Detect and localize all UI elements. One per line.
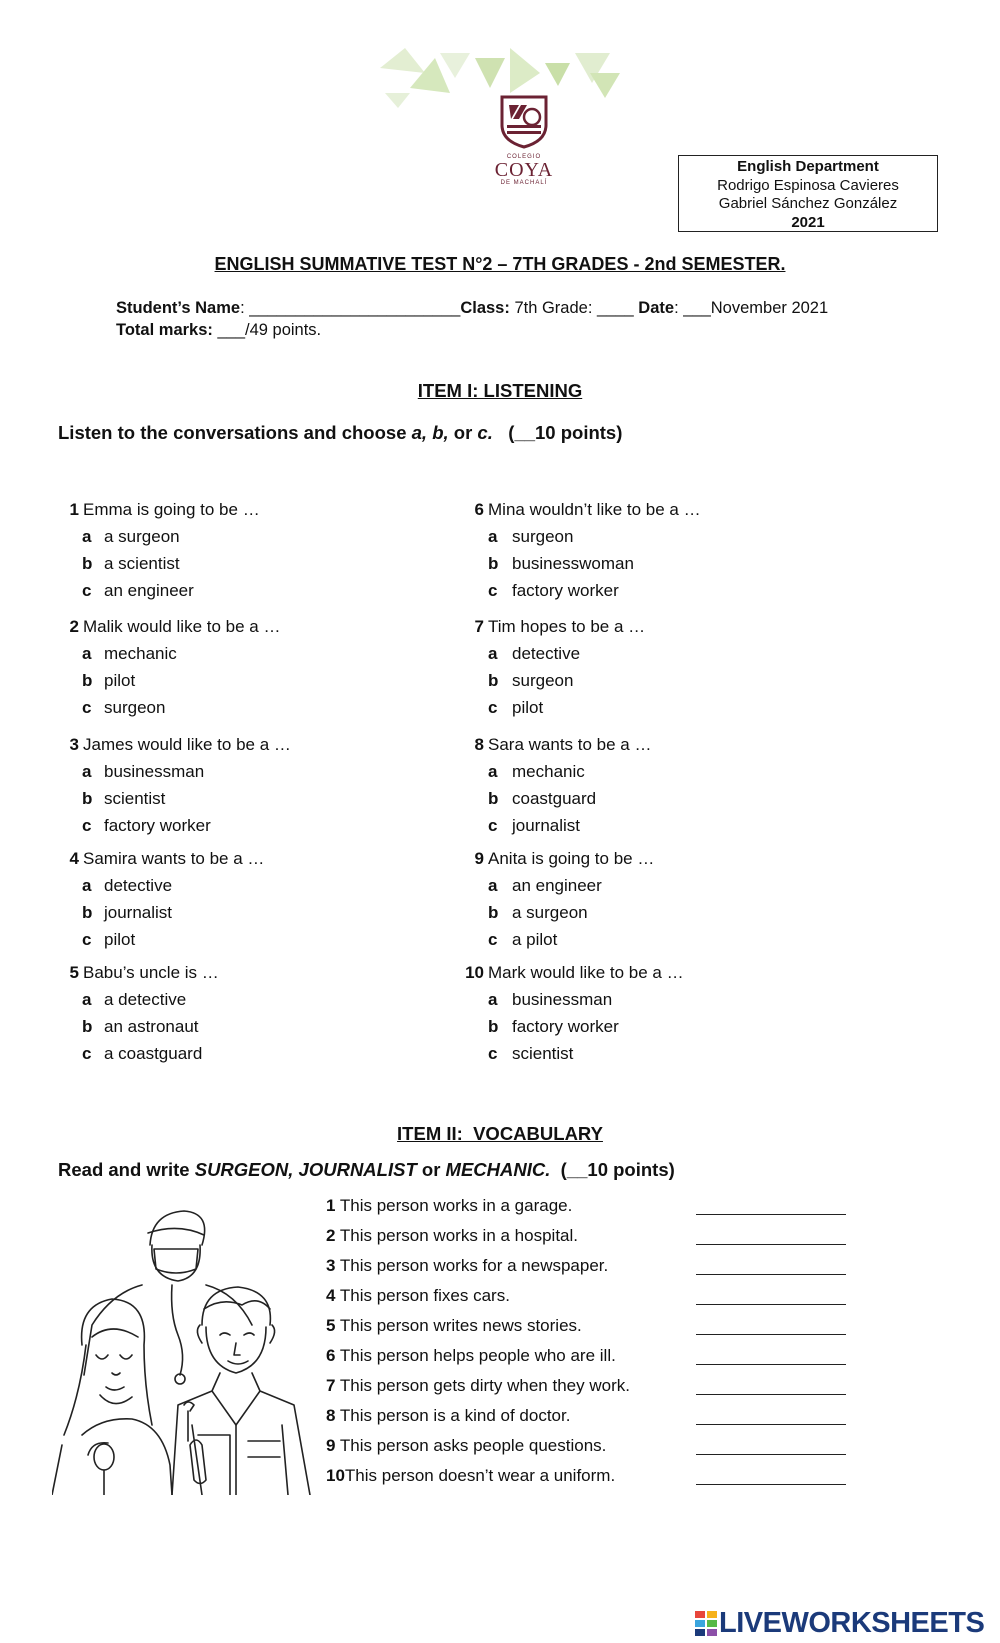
- option-letter: b: [82, 903, 93, 922]
- vocab-text: This person works in a hospital.: [335, 1226, 578, 1245]
- option-b[interactable]: [451, 550, 701, 577]
- option-text: pilot: [512, 698, 544, 717]
- option-text: detective: [104, 876, 173, 895]
- date-label: Date: [638, 299, 675, 317]
- option-letter: b: [488, 554, 499, 573]
- question-stem: Sara wants to be a …: [488, 735, 652, 754]
- option-text: surgeon: [512, 671, 574, 690]
- option-a[interactable]: [55, 640, 280, 667]
- option-a[interactable]: [451, 523, 701, 550]
- instr-option-c: c.: [477, 422, 493, 443]
- vocab-item-7: [326, 1374, 846, 1404]
- question-8: [451, 731, 651, 839]
- option-letter: c: [82, 698, 92, 717]
- vocab-item-5: [326, 1314, 846, 1344]
- school-logo: [478, 95, 570, 186]
- vocab-number: 9: [326, 1436, 336, 1455]
- item-1-title: [0, 380, 1000, 402]
- answer-blank[interactable]: [696, 1364, 846, 1365]
- vocab-text: This person fixes cars.: [335, 1286, 510, 1305]
- question-stem: Samira wants to be a …: [83, 849, 265, 868]
- item-2-title: [0, 1123, 1000, 1145]
- dept-line-2: Rodrigo Espinosa Cavieres: [717, 176, 899, 194]
- option-letter: c: [82, 816, 92, 835]
- vocab-text: This person works in a garage.: [335, 1196, 573, 1215]
- option-b[interactable]: [55, 550, 260, 577]
- option-letter: a: [82, 990, 92, 1009]
- option-c[interactable]: [55, 577, 260, 604]
- option-b[interactable]: [55, 785, 291, 812]
- option-b[interactable]: [451, 1013, 684, 1040]
- question-10: [451, 959, 684, 1067]
- option-c[interactable]: [55, 926, 264, 953]
- student-name-label: Student’s Name: [116, 299, 241, 317]
- instr-or: or: [416, 1159, 446, 1180]
- option-letter: b: [488, 903, 499, 922]
- option-c[interactable]: [451, 694, 645, 721]
- test-title-text: ENGLISH SUMMATIVE TEST N°2 – 7TH GRADES - 2nd SEMESTER.: [214, 254, 786, 274]
- question-3: [55, 731, 291, 839]
- liveworksheets-logo[interactable]: [695, 1607, 984, 1640]
- question-stem: Emma is going to be …: [83, 500, 260, 519]
- vocab-text: This person is a kind of doctor.: [335, 1406, 571, 1425]
- vocab-number: 3: [326, 1256, 336, 1275]
- vocab-item-3: [326, 1254, 846, 1284]
- answer-blank[interactable]: [696, 1454, 846, 1455]
- question-number: 3: [69, 735, 79, 754]
- vocab-item-1: [326, 1194, 846, 1224]
- question-2: [55, 613, 280, 721]
- option-letter: a: [82, 762, 92, 781]
- instr-text: Read and write: [58, 1159, 195, 1180]
- instr-words: SURGEON, JOURNALIST: [194, 1159, 417, 1180]
- date-field[interactable]: : ___November 2021: [674, 299, 829, 317]
- option-text: mechanic: [104, 644, 177, 663]
- vocab-number: 7: [326, 1376, 336, 1395]
- department-box: [678, 155, 938, 232]
- option-letter: a: [82, 876, 92, 895]
- option-c[interactable]: [55, 694, 280, 721]
- option-letter: c: [488, 581, 498, 600]
- question-stem: Babu’s uncle is …: [83, 963, 219, 982]
- option-letter: c: [82, 930, 92, 949]
- option-letter: a: [488, 644, 498, 663]
- option-letter: c: [488, 930, 498, 949]
- option-a[interactable]: [55, 872, 264, 899]
- student-info-line: [116, 299, 828, 318]
- option-a[interactable]: [55, 523, 260, 550]
- option-letter: c: [488, 1044, 498, 1063]
- question-6: [451, 496, 701, 604]
- option-text: surgeon: [104, 698, 166, 717]
- option-text: a surgeon: [104, 527, 180, 546]
- item-2-title-text: ITEM II: VOCABULARY: [397, 1123, 603, 1144]
- option-text: scientist: [512, 1044, 574, 1063]
- option-text: a pilot: [512, 930, 558, 949]
- logo-sub-text: DE MACHALÍ: [500, 180, 548, 186]
- vocab-item-10: [326, 1464, 846, 1494]
- question-number: 7: [474, 617, 484, 636]
- option-text: pilot: [104, 671, 136, 690]
- option-b[interactable]: [55, 667, 280, 694]
- answer-blank[interactable]: [696, 1334, 846, 1335]
- question-5: [55, 959, 219, 1067]
- question-number: 5: [69, 963, 79, 982]
- option-text: an engineer: [104, 581, 194, 600]
- option-letter: a: [82, 644, 92, 663]
- dept-line-3: Gabriel Sánchez González: [718, 195, 898, 212]
- option-text: a scientist: [104, 554, 180, 573]
- liveworksheets-icon: [695, 1611, 719, 1637]
- question-stem: Anita is going to be …: [488, 849, 655, 868]
- option-letter: b: [82, 1017, 93, 1036]
- vocab-text: This person helps people who are ill.: [335, 1346, 616, 1365]
- option-text: an astronaut: [104, 1017, 199, 1036]
- answer-blank[interactable]: [696, 1394, 846, 1395]
- question-1: [55, 496, 260, 604]
- option-letter: b: [488, 789, 499, 808]
- vocab-number: 2: [326, 1226, 336, 1245]
- option-text: pilot: [104, 930, 136, 949]
- answer-blank[interactable]: [696, 1244, 846, 1245]
- option-a[interactable]: [55, 986, 219, 1013]
- total-marks-label: Total marks:: [116, 321, 213, 339]
- vocab-item-6: [326, 1344, 846, 1374]
- instr-last-word: MECHANIC.: [445, 1159, 551, 1180]
- answer-blank[interactable]: [696, 1484, 846, 1485]
- option-b[interactable]: [451, 899, 654, 926]
- shield-icon: [499, 95, 549, 149]
- vocab-number: 6: [326, 1346, 336, 1365]
- option-text: a detective: [104, 990, 187, 1009]
- professions-illustration: [52, 1205, 312, 1495]
- option-c[interactable]: [451, 1040, 684, 1067]
- option-letter: c: [488, 698, 498, 717]
- option-b[interactable]: [451, 785, 651, 812]
- instr-points: (__10 points): [550, 1159, 675, 1180]
- option-letter: b: [488, 1017, 499, 1036]
- question-9: [451, 845, 654, 953]
- option-letter: c: [488, 816, 498, 835]
- option-letter: a: [82, 527, 92, 546]
- option-letter: b: [488, 671, 499, 690]
- instr-or: or: [448, 422, 478, 443]
- dept-line-4: 2021: [791, 213, 825, 231]
- option-text: journalist: [104, 903, 173, 922]
- vocab-text: This person gets dirty when they work.: [335, 1376, 630, 1395]
- liveworksheets-brand: LIVEWORKSHEETS: [719, 1607, 985, 1639]
- option-a[interactable]: [55, 758, 291, 785]
- vocab-text: This person doesn’t wear a uniform.: [344, 1466, 616, 1485]
- vocab-text: This person asks people questions.: [335, 1436, 607, 1455]
- option-text: coastguard: [512, 789, 597, 808]
- option-text: an engineer: [512, 876, 602, 895]
- question-number: 9: [474, 849, 484, 868]
- vocab-item-4: [326, 1284, 846, 1314]
- vocab-number: 4: [326, 1286, 336, 1305]
- option-text: scientist: [104, 789, 166, 808]
- option-c[interactable]: [451, 577, 701, 604]
- option-letter: c: [82, 581, 92, 600]
- option-c[interactable]: [451, 926, 654, 953]
- option-letter: a: [488, 876, 498, 895]
- vocab-text: This person writes news stories.: [335, 1316, 582, 1335]
- class-field[interactable]: 7th Grade: ____: [509, 299, 639, 317]
- test-title: [0, 254, 1000, 275]
- vocab-item-2: [326, 1224, 846, 1254]
- option-a[interactable]: [451, 986, 684, 1013]
- class-label: Class:: [460, 299, 510, 317]
- option-text: journalist: [512, 816, 581, 835]
- instr-options: a, b,: [411, 422, 449, 443]
- dept-line-1: English Department: [737, 158, 879, 175]
- question-number: 4: [69, 849, 79, 868]
- item-1-title-text: ITEM I: LISTENING: [417, 380, 583, 401]
- option-text: businessman: [512, 990, 613, 1009]
- option-text: businesswoman: [512, 554, 634, 573]
- vocab-number: 8: [326, 1406, 336, 1425]
- item-2-instructions: [58, 1159, 675, 1181]
- option-b[interactable]: [55, 1013, 219, 1040]
- option-text: factory worker: [104, 816, 211, 835]
- question-stem: Tim hopes to be a …: [488, 617, 646, 636]
- option-letter: b: [82, 554, 93, 573]
- option-letter: c: [82, 1044, 92, 1063]
- option-letter: b: [82, 789, 93, 808]
- instr-points: (__10 points): [492, 422, 623, 443]
- option-a[interactable]: [451, 758, 651, 785]
- answer-blank[interactable]: [696, 1274, 846, 1275]
- option-a[interactable]: [451, 872, 654, 899]
- vocab-item-8: [326, 1404, 846, 1434]
- option-c[interactable]: [451, 812, 651, 839]
- option-letter: a: [488, 527, 498, 546]
- option-text: businessman: [104, 762, 205, 781]
- option-text: a surgeon: [512, 903, 588, 922]
- option-text: surgeon: [512, 527, 574, 546]
- question-number: 6: [474, 500, 484, 519]
- answer-blank[interactable]: [696, 1214, 846, 1215]
- option-a[interactable]: [451, 640, 645, 667]
- question-stem: James would like to be a …: [83, 735, 291, 754]
- option-letter: b: [82, 671, 93, 690]
- question-stem: Mark would like to be a …: [488, 963, 684, 982]
- vocab-text: This person works for a newspaper.: [335, 1256, 609, 1275]
- instr-text: Listen to the conversations and choose: [58, 422, 412, 443]
- vocab-number: 5: [326, 1316, 336, 1335]
- question-number: 10: [465, 963, 484, 982]
- logo-school-name: COYA: [494, 159, 554, 181]
- logo-small-text: COLEGIO: [506, 154, 542, 160]
- student-name-field[interactable]: : _______________________: [240, 299, 461, 317]
- option-letter: a: [488, 762, 498, 781]
- option-text: mechanic: [512, 762, 585, 781]
- item-1-instructions: [58, 422, 622, 444]
- question-stem: Mina wouldn’t like to be a …: [488, 500, 701, 519]
- vocab-number: 1: [326, 1196, 336, 1215]
- question-number: 1: [69, 500, 79, 519]
- option-text: factory worker: [512, 581, 619, 600]
- option-text: factory worker: [512, 1017, 619, 1036]
- option-letter: a: [488, 990, 498, 1009]
- option-b[interactable]: [55, 899, 264, 926]
- question-stem: Malik would like to be a …: [83, 617, 281, 636]
- total-marks-field[interactable]: ___/49 points.: [212, 321, 322, 339]
- vocabulary-list: [326, 1194, 846, 1494]
- answer-blank[interactable]: [696, 1304, 846, 1305]
- option-c[interactable]: [55, 1040, 219, 1067]
- option-text: detective: [512, 644, 581, 663]
- vocab-number: 10: [326, 1466, 345, 1485]
- option-b[interactable]: [451, 667, 645, 694]
- option-c[interactable]: [55, 812, 291, 839]
- question-number: 2: [69, 617, 79, 636]
- question-7: [451, 613, 645, 721]
- vocab-item-9: [326, 1434, 846, 1464]
- option-text: a coastguard: [104, 1044, 203, 1063]
- question-number: 8: [474, 735, 484, 754]
- total-marks-line: [116, 321, 321, 340]
- answer-blank[interactable]: [696, 1424, 846, 1425]
- question-4: [55, 845, 264, 953]
